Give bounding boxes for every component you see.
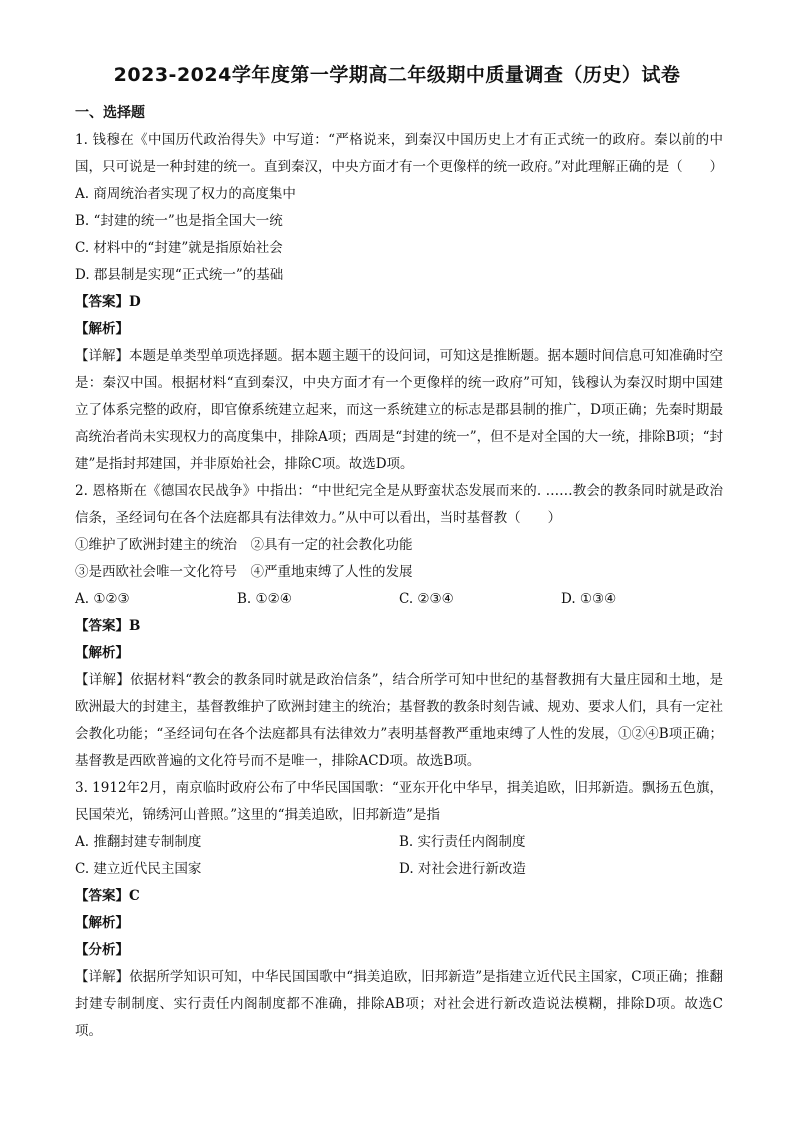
question-2-option-d: D. ①③④ [561, 591, 617, 607]
question-2-options [75, 586, 723, 613]
question-1-stem: 1. 钱穆在《中国历代政治得失》中写道：“严格说来，到秦汉中国历史上才有正式统一的政府。秦以前的中国，只可说是一种封建的统一。直到秦汉，中央方面才有一个更像样的统一政府。”对此理解正确的是（ ） [75, 132, 724, 175]
question-2-detail: 【详解】依据材料“教会的教条同时就是政治信条”，结合所学可知中世纪的基督教拥有大量庄园和土地，是欧洲最大的封建主，基督教维护了欧洲封建主的统治；基督教的教条时刻告诫、规劝、要求人们，具有一定社会教化功能；“圣经词句在各个法庭都具有法律效力”表明基督教严重地束缚了人性的发展，①②④B项正确；基督教是西欧普遍的文化符号而不是唯一，排除ACD项。故选B项。 [75, 672, 723, 769]
question-3-option-b: B. 实行责任内阁制度 [399, 834, 526, 850]
question-3-options-row-2 [75, 856, 723, 883]
question-1-option-b: B. “封建的统一”也是指全国大一统 [75, 213, 283, 229]
question-3-answer: 【答案】C [75, 888, 140, 904]
question-2-option-a: A. ①②③ [75, 591, 130, 607]
page-title: 2023-2024学年度第一学期高二年级期中质量调查（历史）试卷 [113, 64, 681, 86]
question-3-option-d: D. 对社会进行新改造 [399, 861, 526, 877]
section-heading: 一、选择题 [75, 105, 145, 121]
question-2-stem: 2. 恩格斯在《德国农民战争》中指出：“中世纪完全是从野蛮状态发展而来的. ……教会的教条同时就是政治信条，圣经词句在各个法庭都具有法律效力。”从中可以看出，当时基督教（ ） [75, 483, 723, 526]
question-1-option-c: C. 材料中的“封建”就是指原始社会 [75, 240, 283, 256]
question-1 [75, 127, 723, 478]
question-2-option-b: B. ①②④ [237, 591, 292, 607]
question-2-analysis-label: 【解析】 [75, 645, 129, 661]
question-3-detail: 【详解】依据所学知识可知，中华民国国歌中“揖美追欧，旧邦新造”是指建立近代民主国家，C项正确；推翻封建专制制度、实行责任内阁制度都不准确，排除AB项；对社会进行新改造说法模糊，排除D项。故选C项。 [75, 969, 723, 1039]
question-3 [75, 775, 723, 1045]
question-2 [75, 478, 723, 775]
question-3-fenxi-label: 【分析】 [75, 942, 129, 958]
question-2-answer: 【答案】B [75, 618, 141, 634]
question-1-detail: 【详解】本题是单类型单项选择题。据本题主题干的设问词，可知这是推断题。据本题时间信息可知准确时空是：秦汉中国。根据材料“直到秦汉，中央方面才有一个更像样的统一政府”可知，钱穆认为秦汉时期中国建立了体系完整的政府，即官僚系统建立起来，而这一系统建立的标志是郡县制的推广，D项正确；先秦时期最高统治者尚未实现权力的高度集中，排除A项；西周是“封建的统一”，但不是对全国的大一统，排除B项；“封建”是指封邦建国，并非原始社会，排除C项。故选D项。 [75, 348, 723, 472]
document-body [75, 100, 723, 1045]
question-2-option-c: C. ②③④ [399, 591, 454, 607]
question-2-statements-line-1: ①维护了欧洲封建主的统治 ②具有一定的社会教化功能 [75, 537, 413, 553]
question-1-analysis-label: 【解析】 [75, 321, 129, 337]
question-3-analysis-label: 【解析】 [75, 915, 129, 931]
question-1-option-a: A. 商周统治者实现了权力的高度集中 [75, 186, 296, 202]
question-2-statements-line-2: ③是西欧社会唯一文化符号 ④严重地束缚了人性的发展 [75, 564, 413, 580]
question-1-option-d: D. 郡县制是实现“正式统一”的基础 [75, 267, 284, 283]
question-1-answer: 【答案】D [75, 294, 141, 310]
question-3-options-row-1 [75, 829, 723, 856]
question-3-option-a: A. 推翻封建专制制度 [75, 834, 202, 850]
question-3-option-c: C. 建立近代民主国家 [75, 861, 202, 877]
question-3-stem: 3. 1912年2月，南京临时政府公布了中华民国国歌：“亚东开化中华早，揖美追欧，旧邦新造。飘扬五色旗，民国荣光，锦绣河山普照。”这里的“揖美追欧，旧邦新造”是指 [75, 780, 723, 823]
